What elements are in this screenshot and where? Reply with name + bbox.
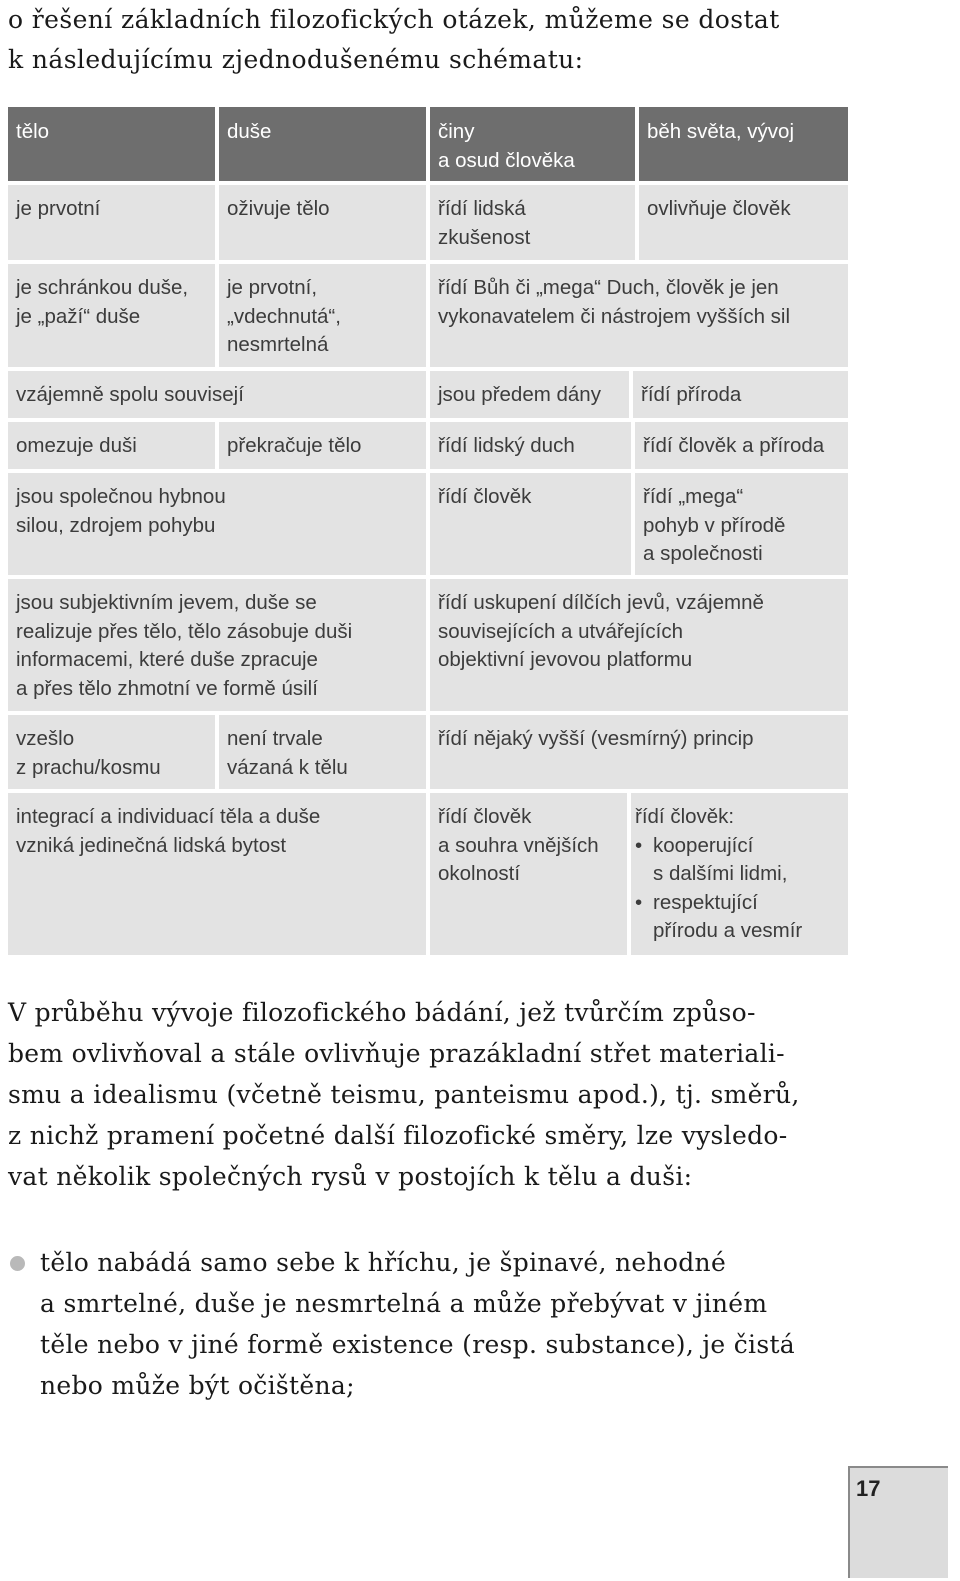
bullet-dot: • [635, 833, 643, 857]
intro-text [8, 0, 848, 80]
list-item [635, 889, 848, 918]
paragraph-line: z nichž pramení početné další filozofické směry, lze vysledo- [8, 1121, 788, 1150]
page-number-box [848, 1466, 948, 1578]
cell-text: z prachu/kosmu [16, 755, 161, 779]
cell-text: řídí člověk: [635, 805, 735, 828]
cell-text: není trvale [227, 727, 323, 750]
cell-text: souvisejících a utvářejících [438, 619, 683, 643]
table-cell [635, 473, 848, 575]
cell-text: běh světa, vývoj [647, 120, 794, 143]
divider [850, 1466, 948, 1468]
cell-text: respektující [653, 890, 758, 914]
header-cell-soul [219, 107, 426, 181]
cell-text: řídí příroda [641, 383, 742, 406]
page-number: 17 [856, 1476, 881, 1501]
cell-text: pohyb v přírodě [643, 513, 786, 537]
table-cell [8, 473, 426, 575]
table-cell [430, 371, 629, 418]
paragraph-line: V průběhu vývoje filozofického bádání, jež tvůrčím způso- [8, 998, 756, 1027]
cell-text: je schránkou duše, [16, 276, 189, 299]
bullet-line: těle nebo v jiné formě existence (resp. substance), je čistá [40, 1330, 795, 1359]
table-cell [430, 185, 635, 260]
table-cell [8, 715, 215, 789]
bullet-line: tělo nabádá samo sebe k hříchu, je špinavé, nehodné [40, 1248, 727, 1277]
cell-text: řídí nějaký vyšší (vesmírný) princip [438, 727, 754, 750]
header-cell-body [8, 107, 215, 181]
cell-text: řídí člověk a příroda [643, 434, 825, 457]
table-cell [8, 793, 426, 955]
bullet-dot: • [635, 890, 643, 914]
cell-text: překračuje tělo [227, 434, 362, 457]
bullet-text [40, 1242, 848, 1406]
table-cell [639, 185, 848, 260]
header-cell-deeds [430, 107, 635, 181]
cell-text: a souhra vnějších [438, 833, 599, 857]
bullet-line: nebo může být očištěna; [40, 1371, 355, 1400]
cell-text: s dalšími lidmi, [653, 862, 788, 885]
intro-line: k následujícímu zjednodušenému schématu: [8, 45, 584, 74]
intro-line: o řešení základních filozofických otázek, můžeme se dostat [8, 5, 780, 34]
cell-text: řídí uskupení dílčích jevů, vzájemně [438, 591, 764, 614]
cell-text: a společnosti [643, 542, 763, 565]
cell-text: silou, zdrojem pohybu [16, 513, 216, 537]
list-item [635, 832, 848, 861]
bullet-line: a smrtelné, duše je nesmrtelná a může přebývat v jiném [40, 1289, 768, 1318]
cell-text: řídí lidský duch [438, 434, 575, 457]
cell-text: přírodu a vesmír [653, 919, 803, 942]
cell-text: vzešlo [16, 727, 75, 750]
table-cell [430, 715, 848, 789]
paragraph-line: vat několik společných rysů v postojích k tělu a duši: [8, 1162, 693, 1191]
table-cell [219, 422, 426, 469]
cell-text: řídí „mega“ [643, 485, 744, 508]
cell-text: jsou subjektivním jevem, duše se [16, 591, 317, 614]
paragraph-line: smu a idealismu (včetně teismu, panteismu apod.), tj. směrů, [8, 1080, 800, 1109]
cell-text: řídí člověk [438, 805, 532, 828]
cell-text: integrací a individuací těla a duše [16, 805, 321, 828]
table-cell [430, 264, 848, 367]
cell-text: jsou společnou hybnou [16, 485, 226, 508]
table-cell [633, 371, 848, 418]
table-cell [8, 422, 215, 469]
cell-text: vzájemně spolu souvisejí [16, 383, 244, 406]
cell-text: „vdechnutá“, [227, 304, 341, 328]
cell-text: tělo [16, 120, 50, 143]
cell-text: řídí člověk [438, 485, 532, 508]
cell-text: objektivní jevovou platformu [438, 648, 693, 671]
cell-text: ovlivňuje člověk [647, 197, 791, 220]
cell-text: řídí Bůh či „mega“ Duch, člověk je jen [438, 276, 779, 299]
bullet-dot-icon [10, 1256, 25, 1271]
cell-text: kooperující [653, 833, 754, 857]
cell-text: realizuje přes tělo, tělo zásobuje duši [16, 619, 353, 643]
table-cell [430, 579, 848, 711]
cell-text: duše [227, 120, 272, 143]
table-cell [430, 793, 627, 955]
table-cell [219, 185, 426, 260]
table-cell [8, 371, 426, 418]
cell-text: a osud člověka [438, 148, 575, 172]
cell-text: omezuje duši [16, 434, 137, 457]
cell-text: je „paží“ duše [16, 304, 141, 328]
cell-text: je prvotní, [227, 276, 318, 299]
body-paragraph [8, 992, 848, 1197]
table-cell [219, 264, 426, 367]
bullet-list-item [8, 1242, 848, 1406]
cell-text: činy [438, 120, 475, 143]
table-cell [430, 422, 631, 469]
cell-text: řídí lidská [438, 197, 526, 220]
cell-text: oživuje tělo [227, 197, 330, 220]
cell-text: jsou předem dány [438, 383, 601, 406]
cell-text: a přes tělo zhmotní ve formě úsilí [16, 676, 318, 700]
cell-text: informacemi, které duše zpracuje [16, 648, 318, 671]
cell-text: vykonavatelem či nástrojem vyšších sil [438, 304, 791, 328]
cell-text: nesmrtelná [227, 333, 329, 356]
schema-table [8, 107, 848, 955]
header-cell-world [639, 107, 848, 181]
table-cell [8, 579, 426, 711]
cell-text: vázaná k tělu [227, 755, 348, 779]
cell-text: je prvotní [16, 197, 101, 220]
table-cell [635, 422, 848, 469]
cell-text: zkušenost [438, 225, 531, 249]
table-cell [430, 473, 631, 575]
table-cell [631, 793, 848, 955]
cell-text: okolností [438, 862, 521, 885]
table-cell [8, 185, 215, 260]
table-cell [219, 715, 426, 789]
cell-text: vzniká jedinečná lidská bytost [16, 833, 287, 857]
paragraph-line: bem ovlivňoval a stále ovlivňuje prazákladní střet materiali- [8, 1039, 785, 1068]
table-cell [8, 264, 215, 367]
